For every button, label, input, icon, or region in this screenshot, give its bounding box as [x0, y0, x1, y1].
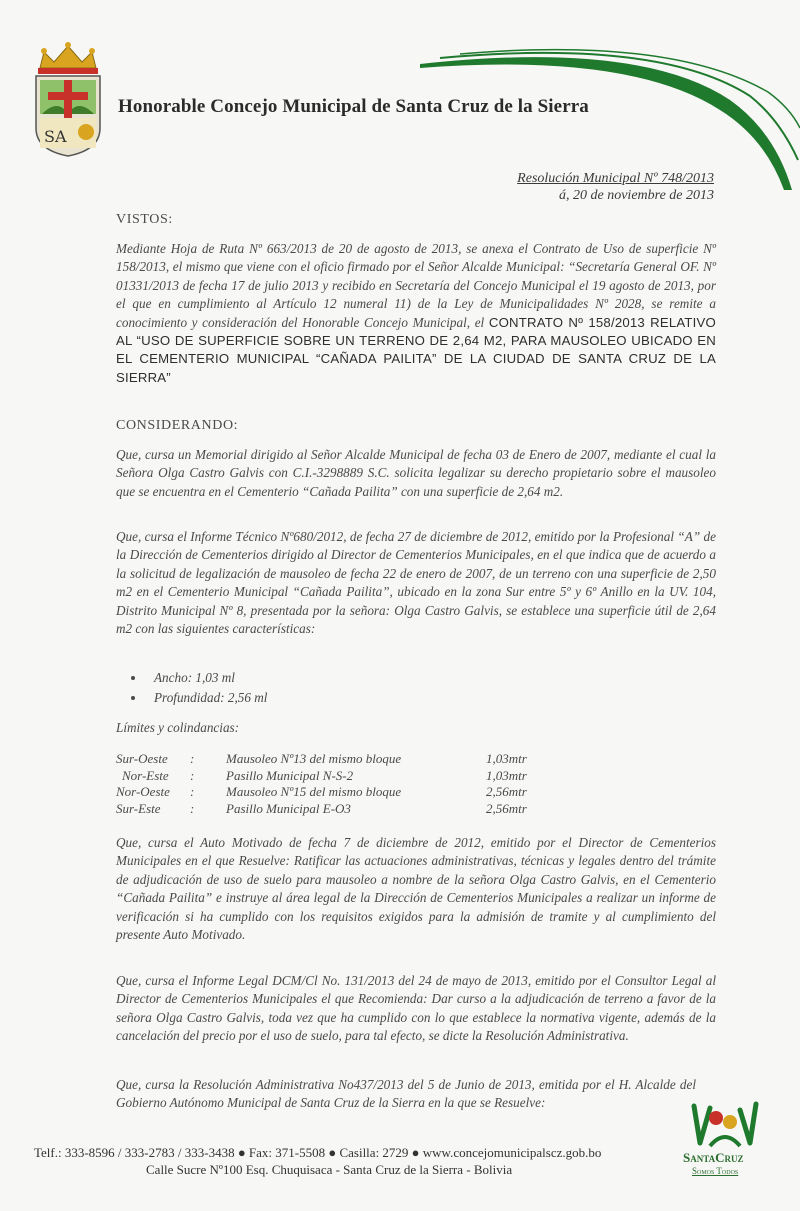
- coat-of-arms-icon: [28, 38, 108, 158]
- characteristics-list: [116, 668, 267, 708]
- svg-text:SA: SA: [44, 127, 67, 146]
- limit-description: Pasillo Municipal E-O3: [226, 800, 351, 816]
- limit-separator: :: [190, 767, 195, 783]
- considerando-heading: CONSIDERANDO:: [116, 418, 239, 433]
- limit-direction: Nor-Oeste: [116, 784, 170, 799]
- limit-description: Mausoleo Nº13 del mismo bloque: [226, 751, 402, 766]
- considerando-paragraph-1: Que, cursa un Memorial dirigido al Señor Alcalde Municipal de fecha 03 de Enero de 2007, mediante el cual la Señora Olga Castro Galvis con C.I.-3298889 S.C. solicita legalizar su derecho propietario sobre el mausoleo que se encuentra en el Cementerio “Cañada Pailita” con una superficie de 2,64 m2.: [116, 447, 716, 499]
- footer-address-line: Calle Sucre Nº100 Esq. Chuquisaca - Santa Cruz de la Sierra - Bolivia: [146, 1162, 513, 1177]
- limit-direction: Sur-Oeste: [116, 751, 168, 766]
- vistos-text: Mediante Hoja de Ruta Nº 663/2013 de 20 de agosto de 2013, se anexa el Contrato de Uso de superficie Nº 158/2013, el mismo que viene con el oficio firmado por el Señor Alcalde Municipal: “Secretaría General OF. Nº 01331/2013 de fecha 17 de julio 2013 y recibido en Secretaría del Concejo Municipal el 19 agosto de 2013, por el que en cumplimiento al Artículo 12 numeral 11) de la Ley de Municipalidades Nº 2028, se remite a conocimiento y consideración del Honorable Concejo Municipal, el: [116, 241, 716, 330]
- limit-description: Pasillo Municipal N-S-2: [226, 767, 354, 783]
- considerando-paragraph-3: Que, cursa el Auto Motivado de fecha 7 de diciembre de 2012, emitido por el Director de Cementerios Municipales en el que Resuelve: Ratificar las actuaciones administrativas, técnicas y legales dentro del trámite de adjudicación de uso de suelo para mausoleo a nombre de la señora Olga Castro Galvis, en el Cementerio “Cañada Pailita” e instruye al área legal de la Dirección de Cementerios Municipales a realizar un informe de verificación si ha cumplido con los requisitos exigidos para la admisión de tramite y al cumplimiento del presente Auto Motivado.: [116, 835, 716, 943]
- limit-separator: :: [190, 751, 195, 766]
- list-item: • Ancho: 1,03 ml: [146, 668, 267, 688]
- table-row: [116, 784, 576, 801]
- logo-name: SantaCruz: [683, 1150, 744, 1165]
- limit-direction: Sur-Este: [116, 800, 161, 816]
- limits-table: [116, 751, 576, 817]
- vistos-paragraph: [116, 240, 716, 387]
- header-swoosh-icon: [380, 40, 800, 190]
- resolution-title: Resolución Municipal Nº 748/2013: [517, 171, 714, 186]
- vistos-contract-caps: CONTRATO Nº 158/2013 RELATIVO AL “USO DE SUPERFICIE SOBRE UN TERRENO DE 2,64 M2, PARA MAUSOLEO UBICADO EN EL CEMENTERIO MUNICIPAL “CAÑADA PAILITA” DE LA CIUDAD DE SANTA CRUZ DE LA SIERRA”: [116, 314, 717, 385]
- limit-separator: :: [190, 800, 195, 816]
- table-row: [116, 751, 576, 768]
- footer-contact: [34, 1144, 601, 1178]
- logo-tagline: Somos Todos: [692, 1166, 739, 1176]
- footer-contact-line: Telf.: 333-8596 / 333-2783 / 333-3438 ● Fax: 371-5508 ● Casilla: 2729 ● www.concejomunicipalscz.gob.bo: [34, 1145, 602, 1160]
- limit-separator: :: [190, 784, 195, 799]
- limit-length: 1,03mtr: [486, 767, 527, 783]
- limit-length: 2,56mtr: [486, 800, 527, 816]
- limits-title: Límites y colindancias:: [116, 720, 240, 735]
- table-row: [116, 801, 576, 818]
- organization-title: Honorable Concejo Municipal de Santa Cruz de la Sierra: [118, 96, 589, 117]
- limit-length: 1,03mtr: [486, 751, 527, 766]
- considerando-paragraph-5: Que, cursa la Resolución Administrativa No437/2013 del 5 de Junio de 2013, emitida por el H. Alcalde del Gobierno Autónomo Municipal de Santa Cruz de la Sierra en la que se Resuelve:: [116, 1077, 696, 1111]
- table-row: [116, 768, 576, 785]
- list-item: • Profundidad: 2,56 ml: [146, 688, 267, 708]
- resolution-header: [517, 170, 714, 204]
- considerando-paragraph-4: Que, cursa el Informe Legal DCM/Cl No. 131/2013 del 24 de mayo de 2013, emitido por el Consultor Legal al Director de Cementerios Municipales el que Recomienda: Dar curso a la adjudicación de terreno a favor de la señora Olga Castro Galvis, toda vez que ha cumplido con lo que establece la normativa vigente, además de la cancelación del precio por el uso de suelo, para tal efecto, se dicte la Resolución Administrativa.: [116, 973, 716, 1044]
- resolution-date: á, 20 de noviembre de 2013: [559, 188, 714, 203]
- limit-length: 2,56mtr: [486, 784, 527, 799]
- limit-direction: Nor-Este: [122, 767, 169, 783]
- vistos-heading: VISTOS:: [116, 212, 173, 227]
- limit-description: Mausoleo Nº15 del mismo bloque: [226, 784, 402, 799]
- considerando-paragraph-2: Que, cursa el Informe Técnico Nº680/2012, de fecha 27 de diciembre de 2012, emitido por la Profesional “A” de la Dirección de Cementerios dirigido al Director de Cementerios Municipales, en el que indica que de acuerdo a la solicitud de legalización de mausoleo de fecha 22 de enero de 2007, de un terreno con una superficie de 2,50 m2 en el Cementerio Municipal “Cañada Pailita”, ubicado en la zona Sur entre 5º y 6º Anillo en la UV. 104, Distrito Municipal Nº 8, presentada por la señora: Olga Castro Galvis, se establece una superficie útil de 2,64 m2 con las siguientes características:: [116, 529, 716, 637]
